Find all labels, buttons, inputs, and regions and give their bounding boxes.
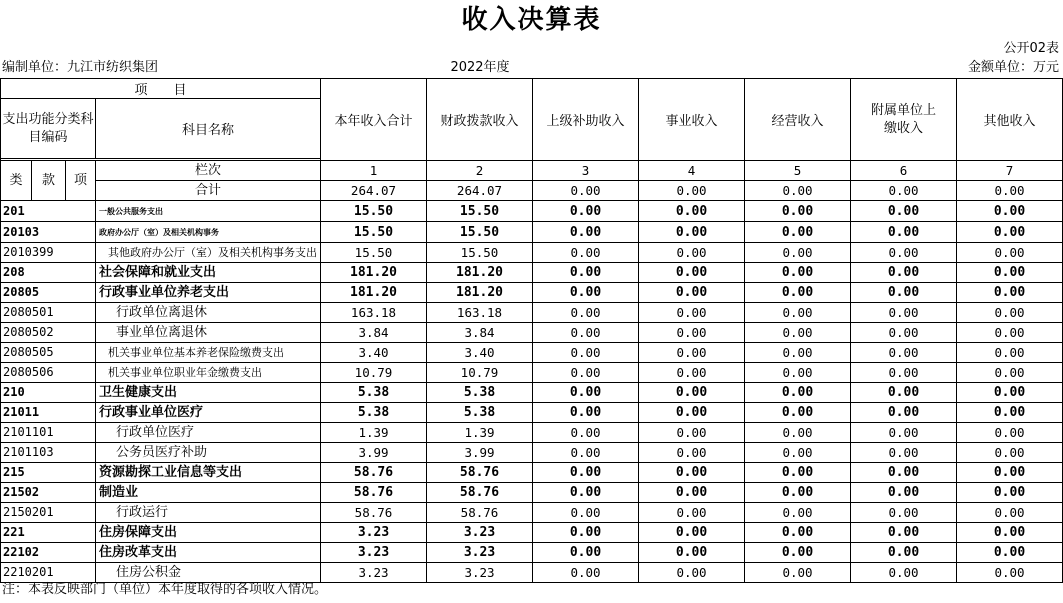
row-name-text: 住房公积金 (116, 565, 182, 580)
row-name (96, 363, 321, 383)
row-value: 0.00 (745, 423, 851, 443)
row-value: 0.00 (533, 503, 639, 523)
row-name (96, 483, 321, 503)
row-name (96, 283, 321, 303)
row-name (96, 263, 321, 283)
row-value: 0.00 (745, 283, 851, 303)
row-value: 0.00 (851, 201, 957, 222)
col-num-1: 1 (321, 161, 427, 181)
row-value: 15.50 (427, 201, 533, 222)
page-title: 收入决算表 (461, 5, 602, 35)
total-value: 0.00 (851, 181, 957, 201)
row-code: 221 (1, 523, 96, 543)
row-value: 0.00 (745, 201, 851, 222)
row-value: 0.00 (745, 323, 851, 343)
row-value: 58.76 (427, 483, 533, 503)
table-row (1, 343, 1063, 363)
name-header: 科目名称 (96, 99, 321, 159)
row-value: 0.00 (957, 201, 1063, 222)
row-value: 0.00 (533, 323, 639, 343)
row-value: 0.00 (639, 483, 745, 503)
row-value: 0.00 (533, 523, 639, 543)
row-value: 0.00 (533, 383, 639, 403)
table-row (1, 201, 1063, 222)
row-name-text: 一般公共服务支出 (99, 207, 163, 216)
row-value: 3.23 (321, 563, 427, 583)
total-value: 264.07 (321, 181, 427, 201)
row-value: 3.99 (321, 443, 427, 463)
row-value: 0.00 (851, 483, 957, 503)
row-name (96, 383, 321, 403)
col-num-6: 6 (851, 161, 957, 181)
row-value: 0.00 (639, 323, 745, 343)
row-name-text: 机关事业单位职业年金缴费支出 (108, 366, 262, 379)
row-value: 181.20 (321, 263, 427, 283)
lanci-label: 栏次 (96, 161, 321, 181)
row-value: 0.00 (533, 343, 639, 363)
row-value: 0.00 (745, 443, 851, 463)
row-value: 1.39 (427, 423, 533, 443)
row-value: 15.50 (427, 222, 533, 243)
xiang-header: 项 (66, 161, 96, 201)
row-name (96, 503, 321, 523)
row-value: 3.99 (427, 443, 533, 463)
col-header-3: 上级补助收入 (533, 79, 639, 161)
row-value: 0.00 (639, 403, 745, 423)
row-name-text: 卫生健康支出 (99, 385, 178, 400)
row-value: 0.00 (745, 343, 851, 363)
table-row (1, 523, 1063, 543)
row-value: 0.00 (851, 463, 957, 483)
col-header-6: 附属单位上缴收入 (851, 79, 957, 161)
col-num-2: 2 (427, 161, 533, 181)
table-row (1, 243, 1063, 263)
table-row (1, 483, 1063, 503)
row-value: 0.00 (957, 463, 1063, 483)
row-value: 0.00 (957, 222, 1063, 243)
row-name-text: 住房保障支出 (99, 525, 178, 540)
row-code: 210 (1, 383, 96, 403)
row-value: 3.23 (427, 523, 533, 543)
fiscal-year: 2022年度 (450, 60, 510, 75)
row-name-text: 行政单位医疗 (116, 425, 195, 440)
row-value: 0.00 (745, 222, 851, 243)
row-value: 0.00 (957, 443, 1063, 463)
row-value: 0.00 (745, 303, 851, 323)
total-value: 0.00 (533, 181, 639, 201)
row-value: 0.00 (745, 563, 851, 583)
table-row (1, 323, 1063, 343)
row-value: 163.18 (321, 303, 427, 323)
row-value: 0.00 (533, 443, 639, 463)
row-value: 0.00 (851, 263, 957, 283)
row-name-text: 其他政府办公厅（室）及相关机构事务支出 (108, 246, 317, 259)
row-value: 0.00 (745, 503, 851, 523)
row-value: 0.00 (639, 343, 745, 363)
row-value: 0.00 (745, 383, 851, 403)
table-row (1, 423, 1063, 443)
row-value: 15.50 (427, 243, 533, 263)
row-value: 3.23 (321, 523, 427, 543)
row-value: 0.00 (851, 243, 957, 263)
col-header-1: 本年收入合计 (321, 79, 427, 161)
row-value: 0.00 (533, 263, 639, 283)
col-header-5: 经营收入 (745, 79, 851, 161)
row-value: 3.23 (321, 543, 427, 563)
row-value: 0.00 (639, 563, 745, 583)
row-value: 0.00 (745, 523, 851, 543)
row-name-text: 制造业 (99, 485, 139, 500)
row-value: 0.00 (957, 263, 1063, 283)
row-value: 0.00 (851, 343, 957, 363)
row-value: 58.76 (427, 463, 533, 483)
table-row (1, 463, 1063, 483)
row-name (96, 343, 321, 363)
row-value: 3.84 (321, 323, 427, 343)
row-value: 3.40 (321, 343, 427, 363)
row-value: 0.00 (639, 463, 745, 483)
row-value: 181.20 (321, 283, 427, 303)
row-name-text: 政府办公厅（室）及相关机构事务 (99, 228, 219, 237)
row-code: 201 (1, 201, 96, 222)
table-row (1, 263, 1063, 283)
total-label: 合计 (96, 181, 321, 201)
table-row (1, 503, 1063, 523)
row-value: 0.00 (639, 222, 745, 243)
total-value: 0.00 (957, 181, 1063, 201)
row-code: 208 (1, 263, 96, 283)
row-name (96, 243, 321, 263)
row-name-text: 资源勘探工业信息等支出 (99, 465, 243, 480)
row-name-text: 事业单位离退休 (116, 325, 208, 340)
row-value: 0.00 (745, 363, 851, 383)
row-name (96, 222, 321, 243)
row-value: 3.23 (427, 543, 533, 563)
row-value: 0.00 (639, 503, 745, 523)
row-value: 0.00 (957, 283, 1063, 303)
row-value: 0.00 (533, 543, 639, 563)
row-code: 21502 (1, 483, 96, 503)
row-value: 0.00 (851, 403, 957, 423)
row-value: 0.00 (533, 243, 639, 263)
row-value: 0.00 (851, 503, 957, 523)
table-row (1, 403, 1063, 423)
table-number: 公开02表 (1003, 41, 1059, 56)
col-header-2: 财政拨款收入 (427, 79, 533, 161)
row-name (96, 543, 321, 563)
row-value: 0.00 (533, 423, 639, 443)
row-value: 0.00 (639, 543, 745, 563)
row-code: 2080502 (1, 323, 96, 343)
row-value: 0.00 (745, 403, 851, 423)
row-value: 0.00 (957, 423, 1063, 443)
row-code: 22102 (1, 543, 96, 563)
kuan-header: 款 (32, 161, 66, 201)
row-value: 15.50 (321, 222, 427, 243)
total-value: 264.07 (427, 181, 533, 201)
row-value: 0.00 (851, 222, 957, 243)
row-code: 2010399 (1, 243, 96, 263)
row-value: 0.00 (745, 463, 851, 483)
row-value: 58.76 (321, 503, 427, 523)
table-row (1, 303, 1063, 323)
row-value: 0.00 (533, 363, 639, 383)
table-row (1, 543, 1063, 563)
row-value: 0.00 (851, 443, 957, 463)
row-value: 5.38 (427, 403, 533, 423)
row-value: 0.00 (533, 483, 639, 503)
row-value: 58.76 (321, 463, 427, 483)
row-value: 0.00 (851, 523, 957, 543)
row-name (96, 423, 321, 443)
row-value: 0.00 (639, 263, 745, 283)
row-value: 0.00 (639, 283, 745, 303)
row-value: 0.00 (957, 383, 1063, 403)
row-value: 0.00 (745, 243, 851, 263)
row-code: 2080501 (1, 303, 96, 323)
table-row (1, 283, 1063, 303)
row-value: 3.40 (427, 343, 533, 363)
row-name (96, 523, 321, 543)
row-code: 21011 (1, 403, 96, 423)
row-name-text: 机关事业单位基本养老保险缴费支出 (108, 346, 284, 359)
table-note: 注：本表反映部门（单位）本年度取得的各项收入情况。 (2, 582, 328, 597)
row-name (96, 463, 321, 483)
row-value: 0.00 (957, 543, 1063, 563)
row-value: 0.00 (533, 222, 639, 243)
row-value: 0.00 (639, 303, 745, 323)
row-code: 2101103 (1, 443, 96, 463)
row-code: 215 (1, 463, 96, 483)
row-value: 0.00 (533, 563, 639, 583)
row-value: 0.00 (639, 423, 745, 443)
row-value: 0.00 (851, 283, 957, 303)
row-value: 0.00 (639, 243, 745, 263)
row-value: 0.00 (639, 523, 745, 543)
col-num-5: 5 (745, 161, 851, 181)
row-value: 0.00 (957, 323, 1063, 343)
row-value: 0.00 (851, 543, 957, 563)
row-value: 0.00 (533, 403, 639, 423)
row-value: 0.00 (957, 523, 1063, 543)
row-value: 0.00 (957, 303, 1063, 323)
row-name-text: 行政单位离退休 (116, 305, 208, 320)
table-row (1, 383, 1063, 403)
table-row (1, 363, 1063, 383)
code-group-header: 支出功能分类科目编码 (1, 99, 96, 159)
row-code: 2080505 (1, 343, 96, 363)
row-name-text: 住房改革支出 (99, 545, 178, 560)
row-value: 0.00 (533, 283, 639, 303)
col-num-4: 4 (639, 161, 745, 181)
row-value: 10.79 (427, 363, 533, 383)
row-value: 0.00 (957, 243, 1063, 263)
row-value: 0.00 (745, 543, 851, 563)
col-num-3: 3 (533, 161, 639, 181)
row-value: 0.00 (533, 201, 639, 222)
row-value: 163.18 (427, 303, 533, 323)
row-value: 0.00 (639, 201, 745, 222)
row-code: 20103 (1, 222, 96, 243)
row-value: 0.00 (851, 423, 957, 443)
row-code: 2080506 (1, 363, 96, 383)
row-value: 5.38 (321, 383, 427, 403)
row-value: 0.00 (957, 363, 1063, 383)
income-table (0, 78, 1063, 583)
row-value: 58.76 (321, 483, 427, 503)
row-name-text: 行政事业单位养老支出 (99, 285, 230, 300)
row-name (96, 403, 321, 423)
row-value: 0.00 (957, 503, 1063, 523)
currency-unit: 金额单位：万元 (967, 60, 1059, 75)
row-value: 0.00 (533, 463, 639, 483)
row-value: 0.00 (957, 343, 1063, 363)
row-value: 58.76 (427, 503, 533, 523)
row-name (96, 323, 321, 343)
row-code: 2101101 (1, 423, 96, 443)
row-name (96, 443, 321, 463)
row-value: 15.50 (321, 201, 427, 222)
row-value: 5.38 (427, 383, 533, 403)
row-value: 0.00 (851, 363, 957, 383)
row-value: 0.00 (851, 383, 957, 403)
col-header-4: 事业收入 (639, 79, 745, 161)
row-value: 0.00 (957, 563, 1063, 583)
row-value: 5.38 (321, 403, 427, 423)
row-value: 0.00 (745, 483, 851, 503)
item-header: 项 目 (1, 79, 321, 99)
row-value: 181.20 (427, 283, 533, 303)
row-name-text: 行政运行 (116, 505, 169, 520)
row-value: 181.20 (427, 263, 533, 283)
reporting-unit: 编制单位：九江市纺织集团 (2, 60, 159, 75)
row-value: 0.00 (957, 403, 1063, 423)
row-name (96, 303, 321, 323)
row-value: 0.00 (957, 483, 1063, 503)
row-value: 0.00 (639, 383, 745, 403)
table-row (1, 443, 1063, 463)
row-code: 2150201 (1, 503, 96, 523)
row-name (96, 201, 321, 222)
total-value: 0.00 (639, 181, 745, 201)
col-header-7: 其他收入 (957, 79, 1063, 161)
lei-header: 类 (1, 161, 32, 201)
row-value: 1.39 (321, 423, 427, 443)
row-name-text: 社会保障和就业支出 (99, 265, 217, 280)
row-value: 0.00 (639, 443, 745, 463)
row-name-text: 公务员医疗补助 (116, 445, 208, 460)
table-row (1, 222, 1063, 243)
row-name-text: 行政事业单位医疗 (99, 405, 204, 420)
row-value: 0.00 (745, 263, 851, 283)
row-value: 0.00 (851, 563, 957, 583)
row-value: 10.79 (321, 363, 427, 383)
row-value: 3.84 (427, 323, 533, 343)
row-value: 0.00 (851, 303, 957, 323)
row-value: 15.50 (321, 243, 427, 263)
row-code: 20805 (1, 283, 96, 303)
row-value: 3.23 (427, 563, 533, 583)
row-value: 0.00 (851, 323, 957, 343)
row-value: 0.00 (533, 303, 639, 323)
col-num-7: 7 (957, 161, 1063, 181)
row-value: 0.00 (639, 363, 745, 383)
row-code: 2210201 (1, 563, 96, 583)
total-value: 0.00 (745, 181, 851, 201)
